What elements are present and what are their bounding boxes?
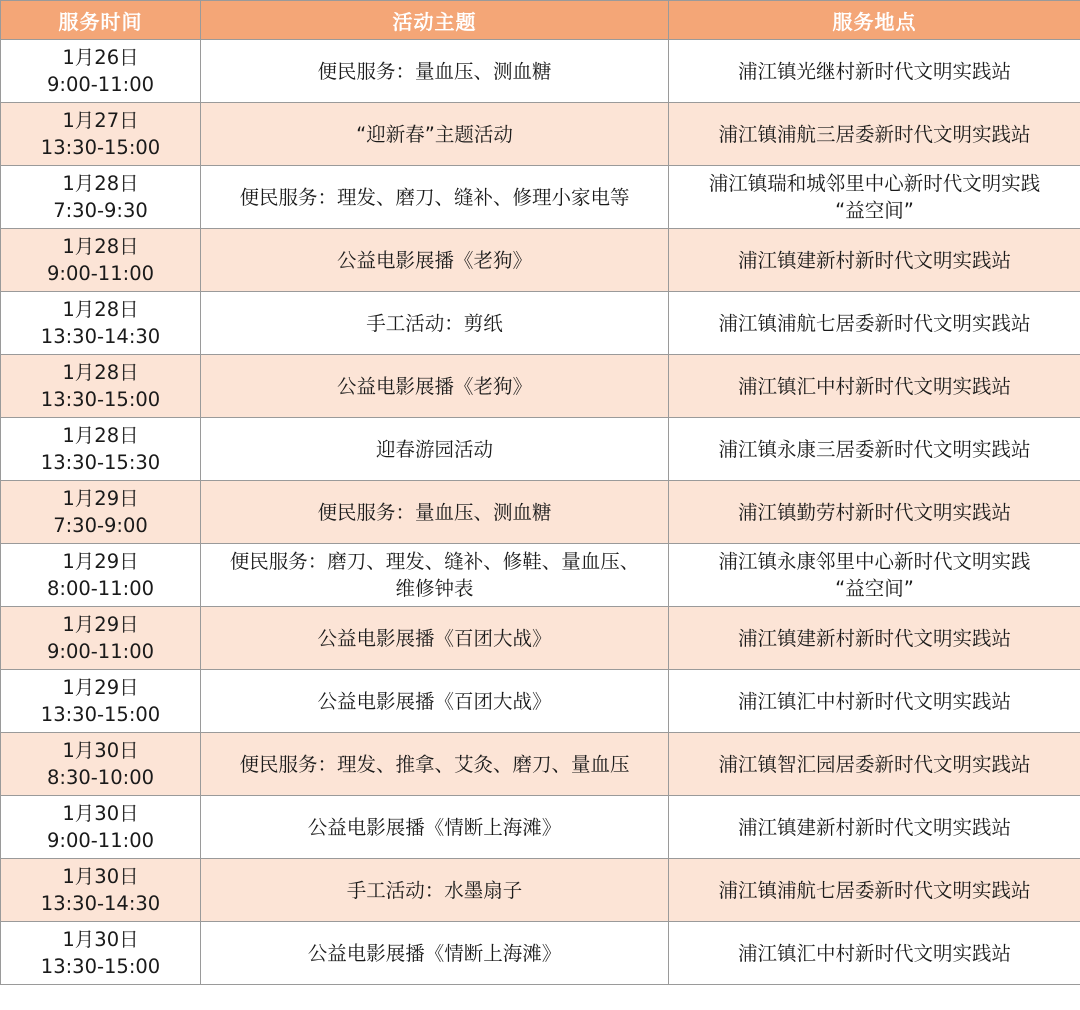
activity-theme-cell	[201, 733, 669, 796]
service-location-cell	[669, 733, 1080, 796]
service-date: 1月27日	[62, 109, 139, 132]
service-location-cell	[669, 40, 1080, 103]
service-date: 1月29日	[62, 676, 139, 699]
service-time-cell	[1, 418, 201, 481]
service-time-cell	[1, 229, 201, 292]
activity-theme-cell	[201, 922, 669, 985]
table-row	[1, 418, 1080, 481]
service-location-cell	[669, 103, 1080, 166]
activity-theme-text: 公益电影展播《情断上海滩》	[307, 941, 562, 965]
service-location-text: 浦江镇永康邻里中心新时代文明实践	[718, 550, 1031, 573]
service-hours: 13:30-15:00	[40, 136, 161, 159]
service-hours: 8:30-10:00	[46, 766, 155, 789]
service-location-text: 浦江镇勤劳村新时代文明实践站	[737, 500, 1011, 524]
service-location-text: 浦江镇瑞和城邻里中心新时代文明实践	[708, 172, 1041, 195]
service-location-cell	[669, 166, 1080, 229]
table-row	[1, 40, 1080, 103]
activity-theme-text: 手工活动：剪纸	[366, 311, 503, 335]
activity-theme-text: 公益电影展播《百团大战》	[317, 689, 552, 713]
service-hours: 8:00-11:00	[46, 577, 155, 600]
activity-theme-text: 迎春游园活动	[375, 437, 493, 461]
activity-theme-text: 维修钟表	[395, 577, 474, 600]
service-location-text: 浦江镇智汇园居委新时代文明实践站	[718, 752, 1031, 776]
table-row	[1, 103, 1080, 166]
table-row	[1, 922, 1080, 985]
service-date: 1月28日	[62, 361, 139, 384]
service-hours: 13:30-15:00	[40, 388, 161, 411]
activity-theme-text: 便民服务：量血压、测血糖	[317, 59, 552, 83]
service-time-cell	[1, 670, 201, 733]
service-location-cell	[669, 418, 1080, 481]
activity-theme-cell	[201, 166, 669, 229]
service-hours: 9:00-11:00	[46, 829, 155, 852]
service-hours: 13:30-15:00	[40, 703, 161, 726]
activity-theme-cell	[201, 670, 669, 733]
activity-theme-cell	[201, 796, 669, 859]
service-time-cell	[1, 355, 201, 418]
service-time-cell	[1, 922, 201, 985]
service-hours: 13:30-14:30	[40, 892, 161, 915]
service-location-cell	[669, 922, 1080, 985]
table-row	[1, 733, 1080, 796]
service-location-text: 浦江镇永康三居委新时代文明实践站	[718, 437, 1031, 461]
table-header-row	[1, 1, 1080, 40]
service-date: 1月28日	[62, 424, 139, 447]
service-location-text: 浦江镇建新村新时代文明实践站	[737, 815, 1011, 839]
service-location-text: 浦江镇浦航七居委新时代文明实践站	[718, 311, 1031, 335]
service-hours: 13:30-15:30	[40, 451, 161, 474]
service-location-cell	[669, 355, 1080, 418]
activity-theme-text: 公益电影展播《老狗》	[336, 248, 532, 272]
service-location-text: 浦江镇建新村新时代文明实践站	[737, 626, 1011, 650]
service-time-cell	[1, 544, 201, 607]
service-date: 1月30日	[62, 802, 139, 825]
service-time-cell	[1, 103, 201, 166]
activity-theme-cell	[201, 40, 669, 103]
service-time-cell	[1, 166, 201, 229]
activity-theme-cell	[201, 481, 669, 544]
service-date: 1月26日	[62, 46, 139, 69]
service-date: 1月28日	[62, 172, 139, 195]
table-row	[1, 355, 1080, 418]
header-service-time: 服务时间	[1, 1, 201, 40]
service-location-cell	[669, 544, 1080, 607]
table-row	[1, 670, 1080, 733]
service-hours: 9:00-11:00	[46, 73, 155, 96]
service-hours: 7:30-9:00	[53, 514, 148, 537]
table-body	[1, 40, 1080, 985]
activity-theme-cell	[201, 355, 669, 418]
activity-theme-text: 便民服务：理发、磨刀、缝补、修理小家电等	[239, 185, 630, 209]
service-location-cell	[669, 670, 1080, 733]
activity-theme-text: 便民服务：磨刀、理发、缝补、修鞋、量血压、	[229, 550, 640, 573]
service-location-cell	[669, 859, 1080, 922]
service-time-cell	[1, 481, 201, 544]
service-location-text: 浦江镇光继村新时代文明实践站	[737, 59, 1011, 83]
service-location-text: 浦江镇浦航三居委新时代文明实践站	[718, 122, 1031, 146]
activity-theme-text: 公益电影展播《老狗》	[336, 374, 532, 398]
header-service-location: 服务地点	[669, 1, 1080, 40]
table-row	[1, 796, 1080, 859]
table-row	[1, 166, 1080, 229]
activity-theme-text: “迎新春”主题活动	[356, 122, 513, 146]
service-location-text: “益空间”	[835, 577, 914, 600]
table-row	[1, 229, 1080, 292]
service-location-text: “益空间”	[835, 199, 914, 222]
service-date: 1月30日	[62, 739, 139, 762]
service-hours: 9:00-11:00	[46, 262, 155, 285]
service-location-cell	[669, 292, 1080, 355]
header-activity-theme: 活动主题	[201, 1, 669, 40]
service-date: 1月29日	[62, 550, 139, 573]
service-time-cell	[1, 292, 201, 355]
activity-theme-cell	[201, 418, 669, 481]
activity-theme-text: 手工活动：水墨扇子	[346, 878, 523, 902]
service-time-cell	[1, 733, 201, 796]
activity-theme-cell	[201, 607, 669, 670]
service-hours: 13:30-14:30	[40, 325, 161, 348]
service-location-cell	[669, 796, 1080, 859]
activity-theme-cell	[201, 103, 669, 166]
activity-theme-cell	[201, 292, 669, 355]
service-hours: 9:00-11:00	[46, 640, 155, 663]
activity-theme-text: 便民服务：量血压、测血糖	[317, 500, 552, 524]
service-location-cell	[669, 481, 1080, 544]
service-hours: 7:30-9:30	[53, 199, 148, 222]
service-time-cell	[1, 796, 201, 859]
service-location-text: 浦江镇建新村新时代文明实践站	[737, 248, 1011, 272]
activity-theme-cell	[201, 229, 669, 292]
service-hours: 13:30-15:00	[40, 955, 161, 978]
service-location-text: 浦江镇浦航七居委新时代文明实践站	[718, 878, 1031, 902]
service-location-text: 浦江镇汇中村新时代文明实践站	[737, 941, 1011, 965]
service-location-cell	[669, 229, 1080, 292]
service-location-text: 浦江镇汇中村新时代文明实践站	[737, 374, 1011, 398]
activity-theme-cell	[201, 859, 669, 922]
service-date: 1月28日	[62, 235, 139, 258]
service-location-text: 浦江镇汇中村新时代文明实践站	[737, 689, 1011, 713]
service-date: 1月29日	[62, 613, 139, 636]
table-row	[1, 544, 1080, 607]
service-time-cell	[1, 40, 201, 103]
service-date: 1月29日	[62, 487, 139, 510]
table-row	[1, 481, 1080, 544]
service-date: 1月28日	[62, 298, 139, 321]
table-row	[1, 607, 1080, 670]
service-time-cell	[1, 859, 201, 922]
activity-theme-text: 便民服务：理发、推拿、艾灸、磨刀、量血压	[239, 752, 630, 776]
activity-theme-text: 公益电影展播《百团大战》	[317, 626, 552, 650]
service-date: 1月30日	[62, 865, 139, 888]
activity-theme-text: 公益电影展播《情断上海滩》	[307, 815, 562, 839]
table-row	[1, 292, 1080, 355]
service-location-cell	[669, 607, 1080, 670]
activity-theme-cell	[201, 544, 669, 607]
service-time-cell	[1, 607, 201, 670]
service-date: 1月30日	[62, 928, 139, 951]
table-row	[1, 859, 1080, 922]
